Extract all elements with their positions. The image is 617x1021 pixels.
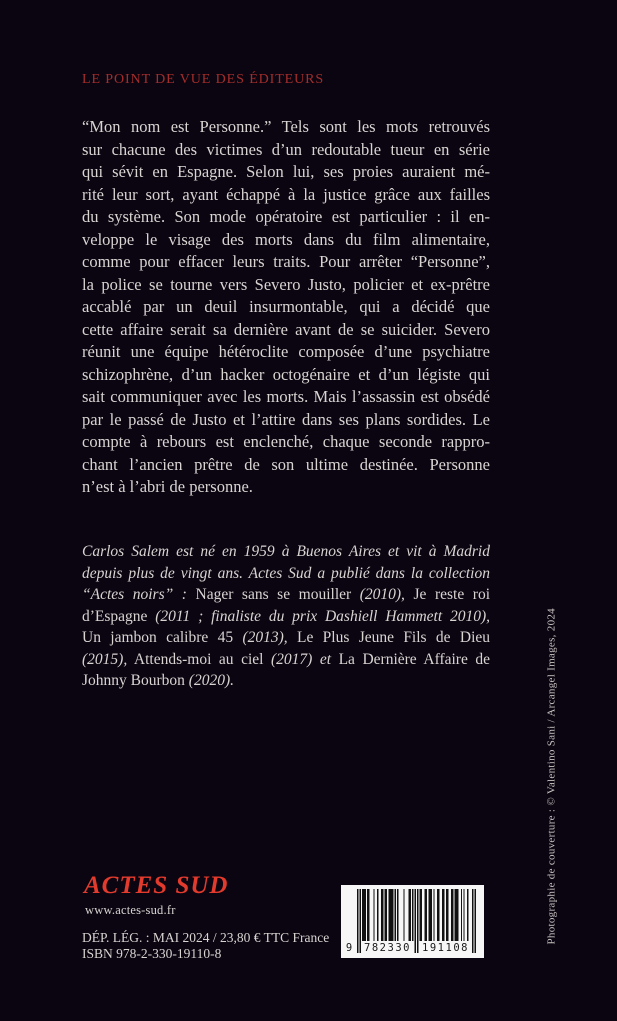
editors-viewpoint-heading: LE POINT DE VUE DES ÉDITEURS (82, 72, 325, 87)
synopsis-line: “Mon nom est Personne.” Tels sont les mots retrouvés (82, 117, 490, 136)
synopsis-line: chant l’ancien prêtre de son ultime destinée. Personne (82, 454, 490, 474)
bio-line: “Actes noirs” : Nager sans se mouiller (2010), Je reste roi (82, 586, 490, 603)
synopsis-line: sait communiquer avec les morts. Mais l’assassin est obsédé (82, 387, 490, 406)
synopsis-line: la police se tourne vers Severo Justo, policier et ex-prêtre (82, 274, 490, 294)
author-bio (82, 541, 490, 692)
bio-line: Johnny Bourbon (2020). (82, 672, 234, 689)
bio-line: Carlos Salem est né en 1959 à Buenos Aires et vit à Madrid (82, 543, 490, 560)
legal-deposit-line: DÉP. LÉG. : MAI 2024 / 23,80 € TTC France (82, 930, 330, 945)
ean13-barcode (341, 885, 484, 958)
bio-line: Un jambon calibre 45 (2013), Le Plus Jeune Fils de Dieu (82, 629, 491, 646)
synopsis-line: réunit une équipe hétéroclite composée d’une psychiatre (82, 342, 490, 361)
isbn-line: ISBN 978-2-330-19110-8 (82, 946, 222, 961)
bio-line: d’Espagne (2011 ; finaliste du prix Dashiell Hammett 2010), (82, 607, 491, 625)
cover-photo-credit: Photographie de couverture : © Valentino Sani / Arcangel Images, 2024 (545, 608, 558, 945)
barcode-right-digits: 191108 (420, 942, 471, 954)
synopsis-line: veloppe le visage des morts dans du film alimentaire, (82, 229, 490, 249)
barcode-left-digits: 782330 (362, 942, 413, 954)
synopsis-line: qui sévit en Espagne. Selon lui, ses proies auraient mé- (82, 162, 490, 181)
barcode-lead-digit: 9 (345, 942, 353, 954)
bio-line: depuis plus de vingt ans. Actes Sud a publié dans la collection (82, 564, 490, 582)
synopsis-line: sur chacune des victimes d’un redoutable tueur en série (82, 139, 490, 159)
bio-line: (2015), Attends-moi au ciel (2017) et La Dernière Affaire de (82, 650, 491, 668)
synopsis-line: cette affaire serait sa dernière avant de se suicider. Severo (82, 319, 490, 339)
synopsis-line: par le passé de Justo et l’attire dans ses plans sordides. Le (82, 409, 490, 429)
synopsis (82, 116, 490, 499)
synopsis-line: rité leur sort, ayant échappé à la justice grâce aux failles (82, 184, 490, 204)
synopsis-line: du système. Son mode opératoire est particulier : il en- (82, 207, 490, 226)
actes-sud-logo: ACTES SUD (84, 872, 229, 899)
publisher-website: www.actes-sud.fr (85, 903, 176, 917)
synopsis-line: comme pour effacer leurs traits. Pour arrêter “Personne”, (82, 252, 490, 271)
synopsis-line: compte à rebours est enclenché, chaque seconde rappro- (82, 432, 490, 451)
synopsis-line: accablé par un deuil insurmontable, qui a décidé que (82, 297, 490, 316)
synopsis-line: n’est à l’abri de personne. (82, 477, 253, 496)
synopsis-line: schizophrène, d’un hacker octogénaire et d’un légiste qui (82, 364, 490, 384)
